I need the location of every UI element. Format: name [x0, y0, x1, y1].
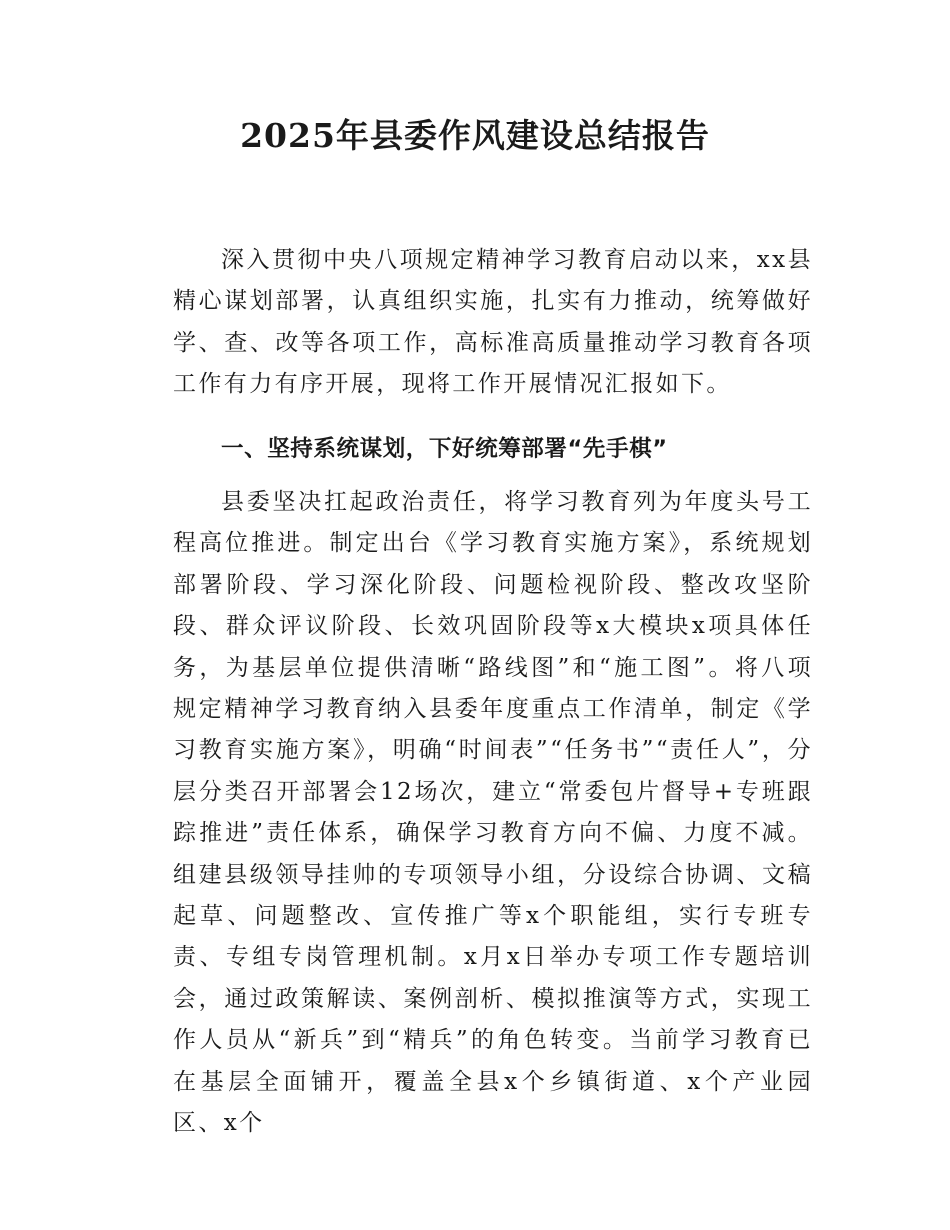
intro-paragraph: 深入贯彻中央八项规定精神学习教育启动以来，xx县精心谋划部署，认真组织实施，扎实有力推动，统筹做好学、查、改等各项工作，高标准高质量推动学习教育各项工作有力有序开展，现将工作开展情况汇报如下。: [173, 247, 813, 398]
document-title: 2025年县委作风建设总结报告: [240, 116, 710, 155]
section-heading-1: 一、坚持系统谋划，下好统筹部署“先手棋”: [221, 436, 668, 462]
section-1-paragraph: 县委坚决扛起政治责任，将学习教育列为年度头号工程高位推进。制定出台《学习教育实施方案》，系统规划部署阶段、学习深化阶段、问题检视阶段、整改攻坚阶段、群众评议阶段、长效巩固阶段等x大模块x项具体任务，为基层单位提供清晰“路线图”和“施工图”。将八项规定精神学习教育纳入县委年度重点工作清单，制定《学习教育实施方案》，明确“时间表”“任务书”“责任人”，分层分类召开部署会12场次，建立“常委包片督导+专班跟踪推进”责任体系，确保学习教育方向不偏、力度不减。组建县级领导挂帅的专项领导小组，分设综合协调、文稿起草、问题整改、宣传推广等x个职能组，实行专班专责、专组专岗管理机制。x月x日举办专项工作专题培训会，通过政策解读、案例剖析、模拟推演等方式，实现工作人员从“新兵”到“精兵”的角色转变。当前学习教育已在基层全面铺开，覆盖全县x个乡镇街道、x个产业园区、x个: [173, 489, 813, 1137]
